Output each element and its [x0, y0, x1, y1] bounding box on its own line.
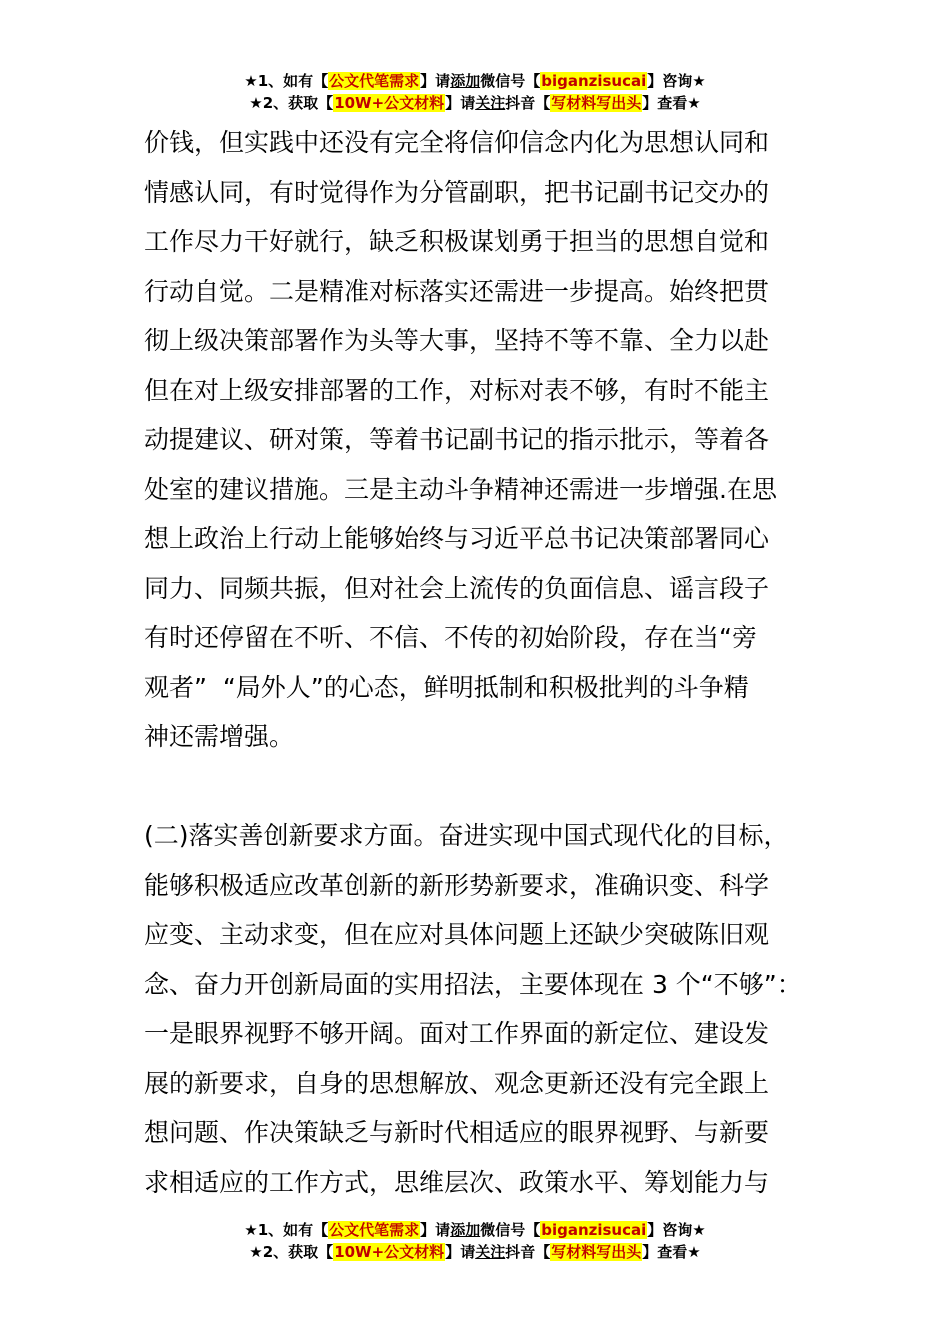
- paragraph-spacer: [144, 762, 816, 812]
- footer-line1-underlined: 添加: [450, 1221, 481, 1239]
- header-banner-line-2: [0, 92, 950, 114]
- text-line: 应变、主动求变，但在应对具体问题上还缺少突破陈旧观: [144, 920, 770, 949]
- text-line: 展的新要求，自身的思想解放、观念更新还没有完全跟上: [144, 1068, 770, 1098]
- footer-banner: [0, 1219, 950, 1263]
- header-line2-highlight-douyin: 写材料写出头: [551, 94, 642, 112]
- text-line: 价钱，但实践中还没有完全将信仰信念内化为思想认同和: [144, 128, 770, 157]
- text-line: 神还需增强。: [144, 722, 295, 751]
- text-line: 处室的建议措施。三是主动斗争精神还需进一步增强.在思: [144, 474, 777, 504]
- text-line: 想上政治上行动上能够始终与习近平总书记决策部署同心: [144, 524, 770, 553]
- header-line1-suffix: 】咨询★: [647, 72, 706, 90]
- footer-line1-mid2: 微信号【: [480, 1221, 541, 1239]
- footer-line2-suffix: 】查看★: [642, 1243, 701, 1261]
- footer-line2-mid1: 】请: [445, 1243, 476, 1261]
- footer-line1-prefix: ★1、如有【: [244, 1221, 329, 1239]
- footer-line2-underlined: 关注: [475, 1243, 506, 1261]
- text-line: (二)落实善创新要求方面。奋进实现中国式现代化的目标，: [144, 821, 789, 850]
- text-line: 行动自觉。二是精准对标落实还需进一步提高。始终把贯: [144, 276, 770, 306]
- document-body: [144, 118, 816, 1207]
- text-line: 能够积极适应改革创新的新形势新要求，准确识变、科学: [144, 870, 770, 900]
- header-banner: [0, 70, 950, 114]
- text-line: 有时还停留在不听、不信、不传的初始阶段，存在当“旁: [144, 623, 757, 652]
- footer-line1-highlight-wechat-id: biganzisucai: [541, 1221, 647, 1239]
- header-banner-line-1: [0, 70, 950, 92]
- header-line1-highlight-wechat-id: biganzisucai: [541, 72, 647, 90]
- header-line1-prefix: ★1、如有【: [244, 72, 329, 90]
- paragraph-2: [144, 811, 816, 1207]
- footer-banner-line-1: [0, 1219, 950, 1241]
- paragraph-1: [144, 118, 816, 762]
- text-line: 念、奋力开创新局面的实用招法，主要体现在 3 个“不够”：: [144, 969, 802, 999]
- header-line1-underlined: 添加: [450, 72, 481, 90]
- text-line: 想问题、作决策缺乏与新时代相适应的眼界视野、与新要: [144, 1118, 770, 1147]
- text-line: 彻上级决策部署作为头等大事，坚持不等不靠、全力以赴: [144, 326, 770, 355]
- text-line: 求相适应的工作方式，思维层次、政策水平、筹划能力与: [144, 1167, 770, 1197]
- footer-line1-highlight-service: 公文代笔需求: [329, 1221, 420, 1239]
- footer-line2-prefix: ★2、获取【: [249, 1243, 334, 1261]
- header-line2-underlined: 关注: [475, 94, 506, 112]
- text-line: 情感认同，有时觉得作为分管副职，把书记副书记交办的: [144, 177, 770, 207]
- text-line: 工作尽力干好就行，缺乏积极谋划勇于担当的思想自觉和: [144, 227, 770, 256]
- header-line2-prefix: ★2、获取【: [249, 94, 334, 112]
- header-line1-mid1: 】请: [420, 72, 451, 90]
- header-line2-suffix: 】查看★: [642, 94, 701, 112]
- footer-line1-mid1: 】请: [420, 1221, 451, 1239]
- text-line: 同力、同频共振，但对社会上流传的负面信息、谣言段子: [144, 573, 770, 603]
- header-line1-highlight-service: 公文代笔需求: [329, 72, 420, 90]
- header-line2-mid1: 】请: [445, 94, 476, 112]
- text-line: 动提建议、研对策，等着书记副书记的指示批示，等着各: [144, 425, 770, 454]
- header-line1-mid2: 微信号【: [480, 72, 541, 90]
- footer-line2-highlight-douyin: 写材料写出头: [551, 1243, 642, 1261]
- footer-line2-highlight-materials: 10W+公文材料: [334, 1243, 445, 1261]
- text-line: 一是眼界视野不够开阔。面对工作界面的新定位、建设发: [144, 1019, 770, 1048]
- footer-line1-suffix: 】咨询★: [647, 1221, 706, 1239]
- header-line2-mid2: 抖音【: [505, 94, 551, 112]
- text-line: 观者” “局外人”的心态，鲜明抵制和积极批判的斗争精: [144, 672, 749, 702]
- header-line2-highlight-materials: 10W+公文材料: [334, 94, 445, 112]
- text-line: 但在对上级安排部署的工作，对标对表不够，有时不能主: [144, 375, 770, 405]
- footer-line2-mid2: 抖音【: [505, 1243, 551, 1261]
- footer-banner-line-2: [0, 1241, 950, 1263]
